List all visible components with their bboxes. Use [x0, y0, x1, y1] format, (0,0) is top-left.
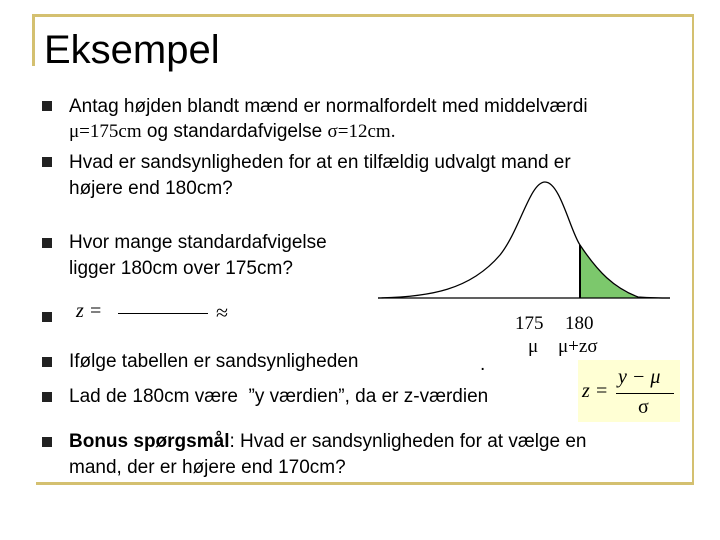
bullet-marker — [42, 357, 52, 367]
bullet-marker — [42, 392, 52, 402]
bullet-1-line-1: Antag højden blandt mænd er normalfordelt med middelværdi — [69, 96, 588, 117]
approx-symbol: ≈ — [216, 300, 229, 325]
z-expression — [76, 300, 102, 323]
bullet-marker — [42, 101, 52, 111]
bullet-5-text: Ifølge tabellen er sandsynligheden — [69, 351, 359, 372]
bullet-7-line-1 — [69, 429, 586, 454]
right-border — [692, 14, 694, 482]
z-fraction-line — [118, 313, 208, 314]
z-lhs: z = — [76, 300, 103, 322]
formula-denominator: σ — [638, 396, 649, 418]
bullet-marker — [42, 312, 52, 322]
bullet-1-mid: og standardafvigelse — [141, 121, 328, 142]
bullet-6-text — [69, 384, 488, 409]
bottom-border — [36, 482, 694, 485]
bullet-2-line-2: højere end 180cm? — [69, 178, 233, 199]
label-175: 175 — [515, 313, 544, 334]
top-border — [32, 14, 694, 17]
bullet-2-line-1: Hvad er sandsynligheden for at en tilfældig udvalgt mand er — [69, 152, 571, 173]
bullet-marker — [42, 238, 52, 248]
bonus-text: : Hvad er sandsynligheden for at vælge en — [229, 431, 587, 452]
formula-numerator: y − μ — [618, 366, 661, 388]
formula-fraction-line — [616, 393, 674, 394]
z-label: z = — [582, 380, 609, 402]
sigma-expression: σ=12cm. — [327, 121, 396, 142]
bullet-marker — [42, 157, 52, 167]
slide-title: Eksempel — [44, 28, 220, 72]
left-border — [32, 14, 35, 66]
label-mu: μ — [528, 336, 539, 357]
mu-expression: μ=175cm — [69, 121, 142, 142]
label-180: 180 — [565, 313, 594, 334]
bullet-3-line-2: ligger 180cm over 175cm? — [69, 258, 293, 279]
bullet-marker — [42, 437, 52, 447]
bullet-6-label: Lad de 180cm være ”y værdien”, da er z-værdien — [69, 386, 489, 407]
bullet-7-line-2: mand, der er højere end 170cm? — [69, 457, 346, 478]
bonus-label: Bonus spørgsmål — [69, 431, 230, 452]
normal-curve — [378, 182, 670, 298]
shaded-tail-area — [580, 245, 638, 298]
bullet-3-line-1: Hvor mange standardafvigelse — [69, 232, 327, 253]
bullet-5-trail: . — [480, 354, 486, 375]
label-mu-plus-z-sigma: μ+zσ — [558, 336, 598, 357]
z-formula-box — [578, 360, 680, 422]
bullet-1-line-2 — [69, 119, 395, 144]
normal-curve-chart — [370, 160, 670, 310]
